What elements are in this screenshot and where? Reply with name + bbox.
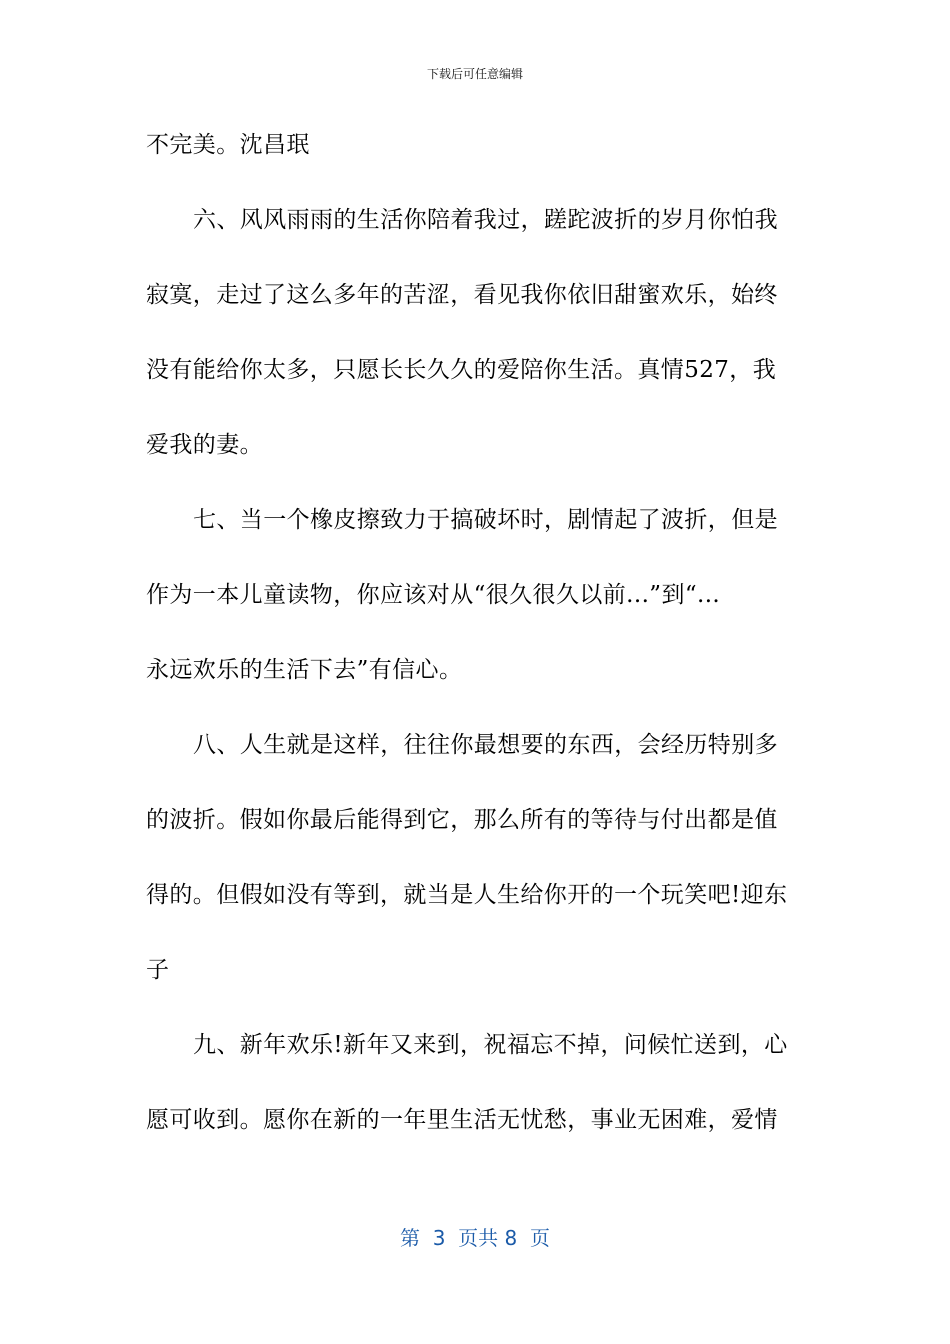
text-line: 六、风风雨雨的生活你陪着我过，蹉跎波折的岁月你怕我	[193, 207, 778, 233]
text-line: 得的。但假如没有等到，就当是人生给你开的一个玩笑吧!迎东	[146, 882, 788, 908]
text-line: 八、人生就是这样，往往你最想要的东西，会经历特别多	[193, 732, 778, 758]
page-header: 下载后可任意编辑	[426, 67, 523, 81]
text-line: 九、新年欢乐!新年又来到，祝福忘不掉，问候忙送到，心	[193, 1032, 788, 1058]
text-line: 七、当一个橡皮擦致力于搞破坏时，剧情起了波折，但是	[193, 507, 778, 533]
document-body	[146, 117, 806, 1167]
text-line: 愿可收到。愿你在新的一年里生活无忧愁，事业无困难，爱情	[146, 1107, 778, 1133]
text-line: 爱我的妻。	[146, 432, 263, 458]
text-line: 的波折。假如你最后能得到它，那么所有的等待与付出都是值	[146, 807, 778, 833]
text-line: 寂寞，走过了这么多年的苦涩，看见我你依旧甜蜜欢乐，始终	[146, 282, 778, 308]
text-line: 不完美。沈昌珉	[146, 132, 310, 158]
page-number-footer: 第 3 页共 8 页	[400, 1226, 550, 1250]
text-line: 永远欢乐的生活下去”有信心。	[146, 657, 463, 683]
text-line: 作为一本儿童读物，你应该对从“很久很久以前...”到“...	[146, 582, 721, 608]
text-line: 没有能给你太多，只愿长长久久的爱陪你生活。真情527，我	[146, 357, 777, 383]
text-line: 子	[146, 957, 170, 983]
